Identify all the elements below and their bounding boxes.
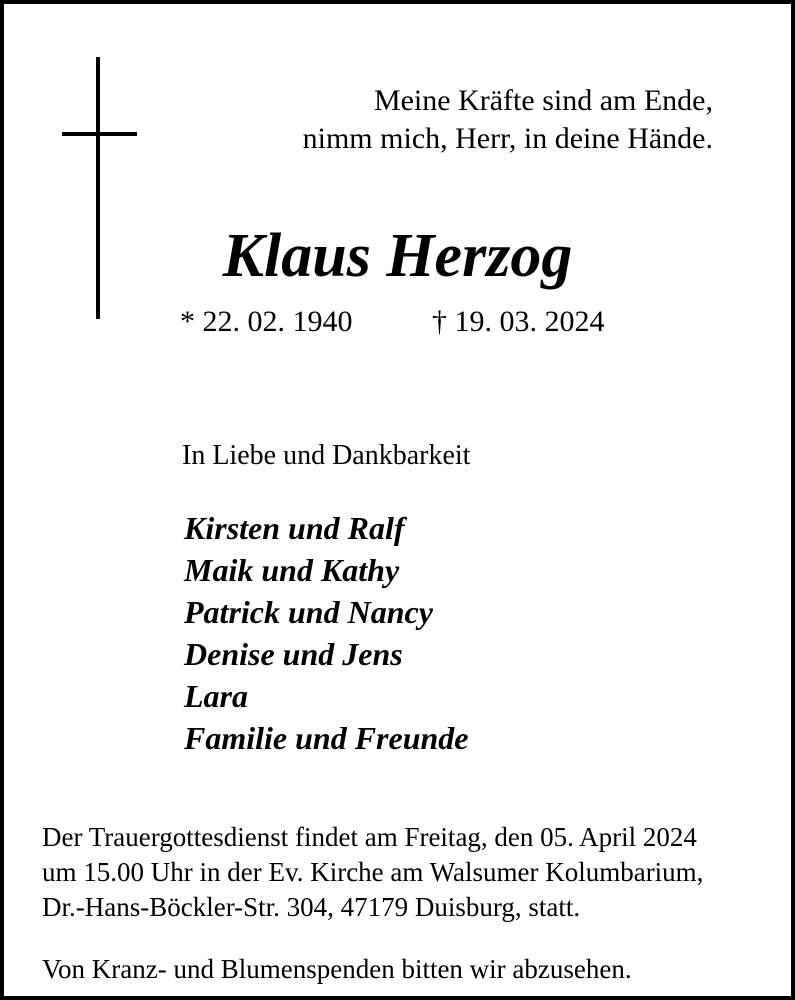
list-item: Kirsten und Ralf [184,510,405,546]
service-info [42,820,703,925]
list-item: Lara [184,678,248,714]
list-item: Patrick und Nancy [184,594,433,630]
list-item: Familie und Freunde [184,720,469,756]
list-item: Denise und Jens [184,636,403,672]
service-line-1: Der Trauergottesdienst findet am Freitag, den 05. April 2024 [42,822,697,852]
verse [303,82,713,158]
verse-line-1: Meine Kräfte sind am Ende, [373,84,713,117]
service-line-3: Dr.-Hans-Böckler-Str. 304, 47179 Duisburg, statt. [42,892,581,922]
verse-line-2: nimm mich, Herr, in deine Hände. [302,122,713,155]
deceased-name: Klaus Herzog [222,222,573,290]
death-date: † 19. 03. 2024 [432,305,605,338]
mourners-list [184,507,469,759]
cross-horizontal-bar [62,132,137,136]
dedication: In Liebe und Dankbarkeit [182,440,471,471]
service-line-2: um 15.00 Uhr in der Ev. Kirche am Walsumer Kolumbarium, [42,857,704,887]
flowers-note: Von Kranz- und Blumenspenden bitten wir abzusehen. [42,954,632,984]
birth-date: * 22. 02. 1940 [180,305,353,338]
list-item: Maik und Kathy [184,552,400,588]
